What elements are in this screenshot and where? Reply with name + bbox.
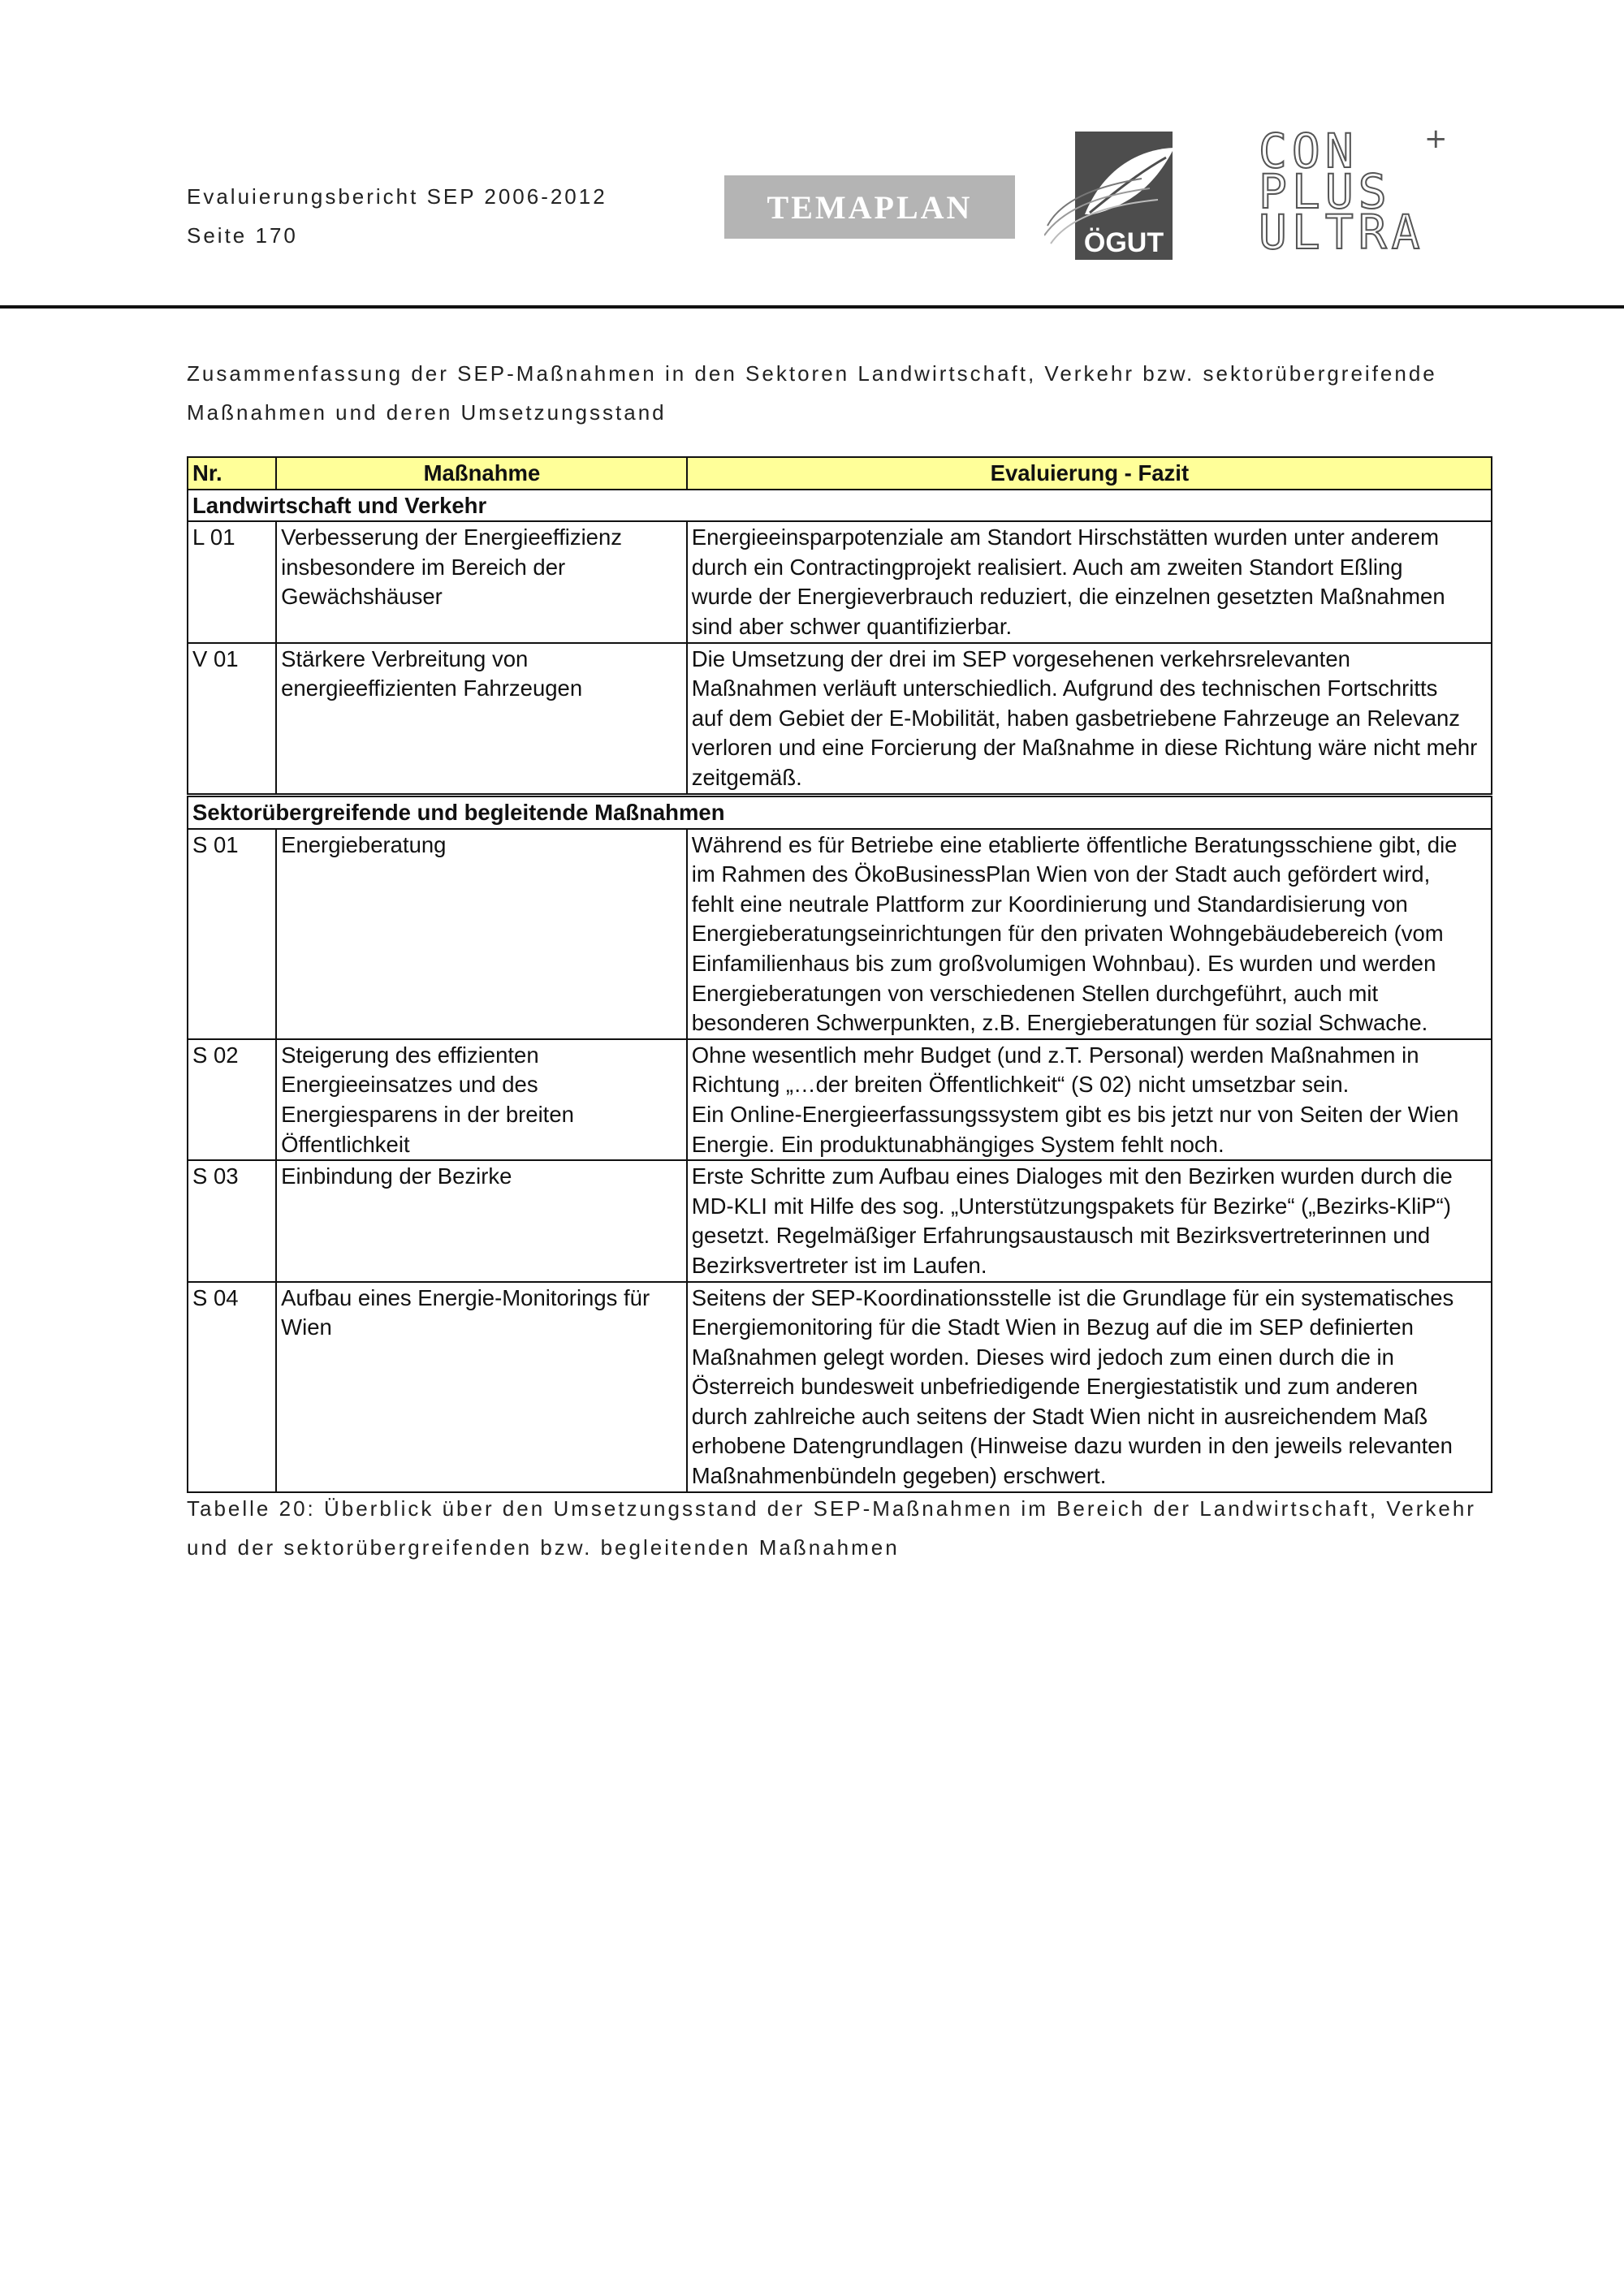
- table-row: [188, 1039, 1492, 1160]
- section-header-row: [188, 490, 1492, 522]
- report-title: Evaluierungsbericht SEP 2006-2012: [187, 184, 607, 209]
- measure-title: Einbindung der Bezirke: [276, 1160, 687, 1281]
- measure-evaluation: Energieeinsparpotenziale am Standort Hirschstätten wurden unter anderem durch ein Contractingprojekt realisiert. Auch am zweiten Standort Eßling wurde der Energieverbrauch reduziert, die einzelnen gesetzten Maßnahmen sind aber schwer quantifizierbar.: [687, 521, 1492, 642]
- measures-table-sektoruebergreifend: [187, 796, 1492, 1493]
- caption-line: und der sektorübergreifenden bzw. begleitenden Maßnahmen: [187, 1535, 900, 1560]
- table-row: [188, 1282, 1492, 1492]
- document-header: [187, 177, 607, 255]
- section-title: Sektorübergreifende und begleitende Maßnahmen: [188, 796, 1492, 829]
- table-row: [188, 829, 1492, 1039]
- conplus-logo-line-3: ULTRA: [1259, 205, 1425, 250]
- intro-line: Maßnahmen und deren Umsetzungsstand: [187, 400, 667, 425]
- section-title: Landwirtschaft und Verkehr: [188, 490, 1492, 522]
- caption-line: Tabelle 20: Überblick über den Umsetzungsstand der SEP-Maßnahmen im Bereich der Landwirtschaft, Verkehr: [187, 1496, 1476, 1521]
- conplus-logo-line-1: CON: [1259, 128, 1358, 179]
- measure-nr: S 03: [188, 1160, 276, 1281]
- page-number: Seite 170: [187, 223, 298, 248]
- table-row: [188, 521, 1492, 642]
- table-intro: [187, 354, 1502, 432]
- measure-title: Steigerung des effizienten Energieeinsatzes und des Energiesparens in der breiten Öffentlichkeit: [276, 1039, 687, 1160]
- column-header-nr: Nr.: [188, 457, 276, 490]
- measure-evaluation: Die Umsetzung der drei im SEP vorgesehenen verkehrsrelevanten Maßnahmen verläuft unterschiedlich. Aufgrund des technischen Fortschritts auf dem Gebiet der E-Mobilität, haben gasbetriebene Fahrzeuge an Relevanz verloren und eine Forcierung der Maßnahme in diese Richtung wäre nicht mehr zeitgemäß.: [687, 643, 1492, 794]
- conplus-plus-icon: +: [1424, 128, 1448, 155]
- ogut-logo-text: ÖGUT: [1083, 227, 1164, 258]
- temaplan-logo: [724, 175, 1015, 239]
- table-caption: [187, 1489, 1502, 1567]
- measure-evaluation: Seitens der SEP-Koordinationsstelle ist die Grundlage für ein systematisches Energiemonitoring für die Stadt Wien in Bezug auf die im SEP definierten Maßnahmen gelegt worden. Dieses wird jedoch zum einen durch die in Österreich bundesweit unbefriedigende Energiestatistik und zum anderen durch zahlreiche auch seitens der Stadt Wien nicht in ausreichendem Maß erhobene Datengrundlagen (Hinweise dazu wurden in den jeweils relevanten Maßnahmenbündeln gegeben) erschwert.: [687, 1282, 1492, 1492]
- ogut-logo: [1044, 130, 1174, 261]
- column-header-fazit: Evaluierung - Fazit: [687, 457, 1492, 490]
- measures-table-landwirtschaft-verkehr: [187, 456, 1492, 795]
- header-divider: [0, 305, 1624, 309]
- measure-nr: S 01: [188, 829, 276, 1039]
- table-row: [188, 1160, 1492, 1281]
- section-header-row: [188, 796, 1492, 829]
- conplus-logo: [1257, 128, 1457, 250]
- measure-nr: L 01: [188, 521, 276, 642]
- temaplan-logo-text: TEMAPLAN: [767, 188, 973, 226]
- column-header-massnahme: Maßnahme: [276, 457, 687, 490]
- table-row: [188, 643, 1492, 794]
- measure-evaluation: Ohne wesentlich mehr Budget (und z.T. Personal) werden Maßnahmen in Richtung „…der breiten Öffentlichkeit“ (S 02) nicht umsetzbar sein. Ein Online-Energieerfassungssystem gibt es bis jetzt nur von Seiten der Wien Energie. Ein produktunabhängiges System fehlt noch.: [687, 1039, 1492, 1160]
- measure-nr: V 01: [188, 643, 276, 794]
- measure-evaluation: Erste Schritte zum Aufbau eines Dialoges mit den Bezirken wurden durch die MD-KLI mit Hilfe des sog. „Unterstützungspakets für Bezirke“ („Bezirks-KliP“) gesetzt. Regelmäßiger Erfahrungsaustausch mit Bezirksvertreterinnen und Bezirksvertreter ist im Laufen.: [687, 1160, 1492, 1281]
- measure-title: Stärkere Verbreitung von energieeffizienten Fahrzeugen: [276, 643, 687, 794]
- table-header-row: [188, 457, 1492, 490]
- measure-title: Aufbau eines Energie-Monitorings für Wien: [276, 1282, 687, 1492]
- measure-evaluation: Während es für Betriebe eine etablierte öffentliche Beratungsschiene gibt, die im Rahmen des ÖkoBusinessPlan Wien von der Stadt auch gefördert wird, fehlt eine neutrale Plattform zur Koordinierung und Standardisierung von Energieberatungseinrichtungen für den privaten Wohngebäudebereich (vom Einfamilienhaus bis zum großvolumigen Wohnbau). Es wurden und werden Energieberatungen von verschiedenen Stellen durchgeführt, auch mit besonderen Schwerpunkten, z.B. Energieberatungen für sozial Schwache.: [687, 829, 1492, 1039]
- measure-title: Verbesserung der Energieeffizienz insbesondere im Bereich der Gewächshäuser: [276, 521, 687, 642]
- intro-line: Zusammenfassung der SEP-Maßnahmen in den Sektoren Landwirtschaft, Verkehr bzw. sektorübergreifende: [187, 361, 1437, 386]
- conplus-logo-line-2: PLUS: [1259, 164, 1392, 219]
- measure-nr: S 02: [188, 1039, 276, 1160]
- measure-nr: S 04: [188, 1282, 276, 1492]
- measure-title: Energieberatung: [276, 829, 687, 1039]
